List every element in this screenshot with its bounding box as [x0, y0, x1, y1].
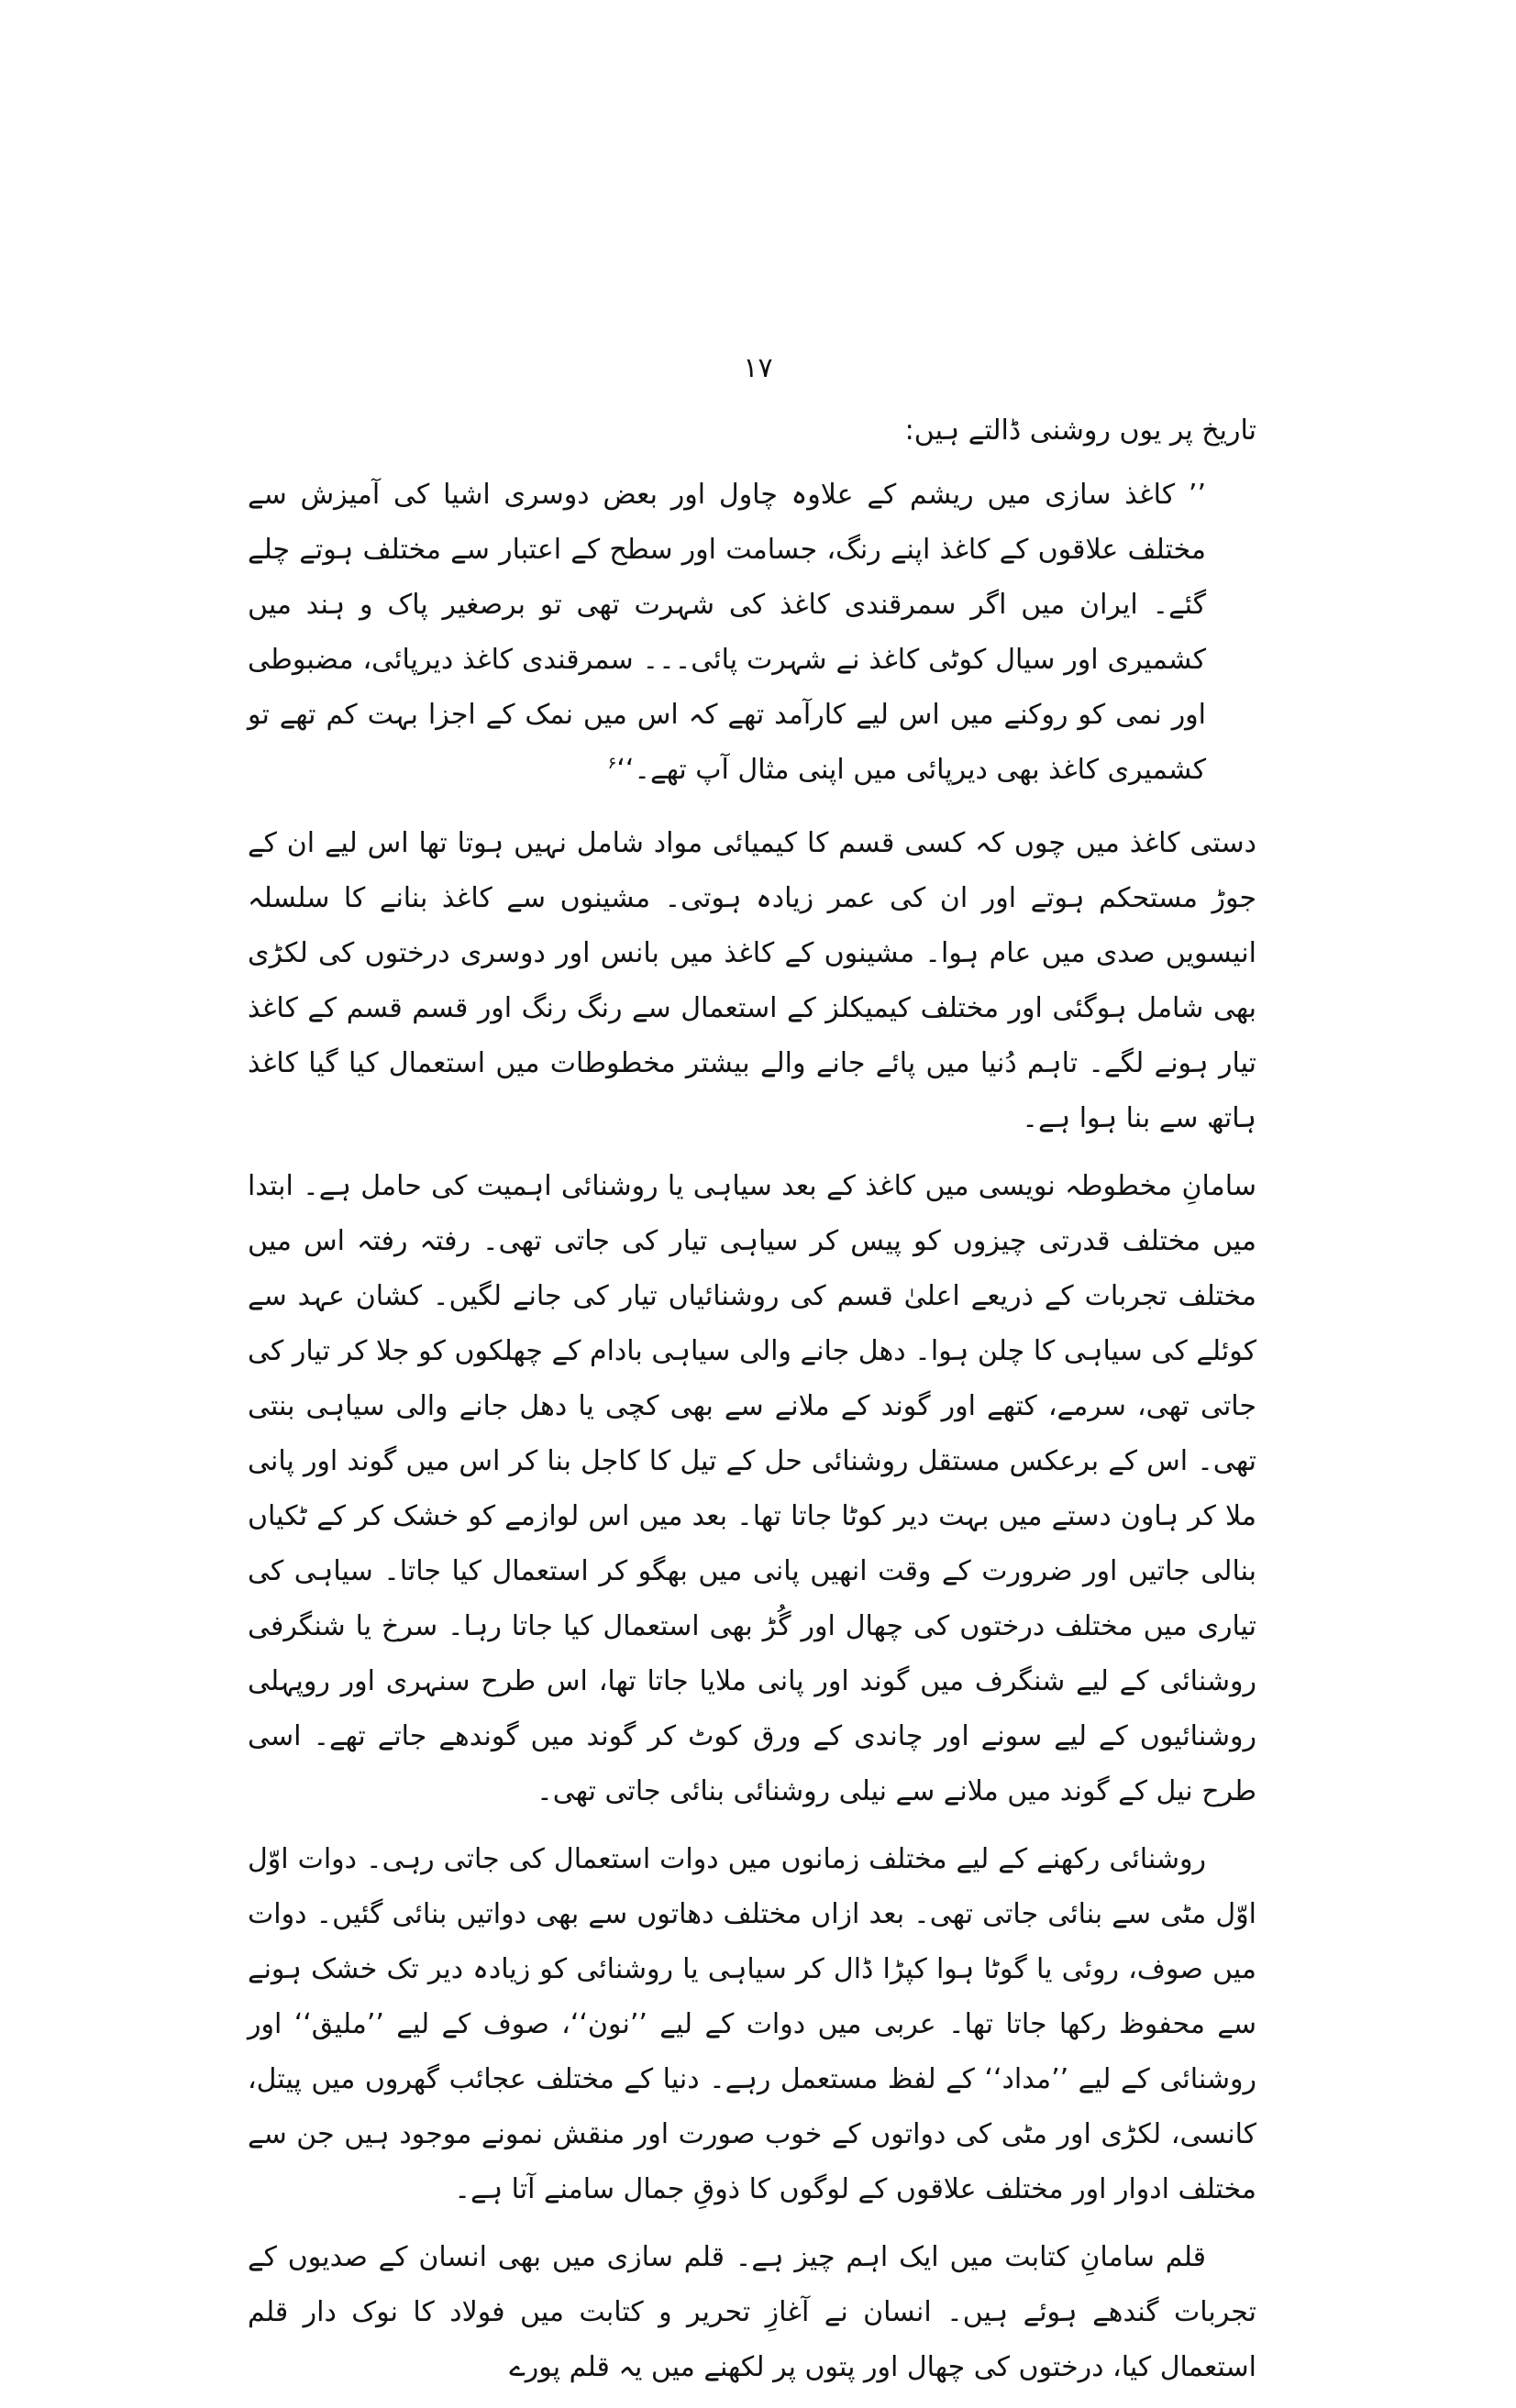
page-number: ۱۷	[743, 352, 773, 384]
block-quote-text: ’’ کاغذ سازی میں ریشم کے علاوہ چاول اور بعض دوسری اشیا کی آمیزش سے مختلف علاقوں کے کاغذ اپنے رنگ، جسامت اور سطح کے اعتبار سے مختلف ہوتے چلے گئے۔ ایران میں اگر سمرقندی کاغذ کی شہرت تھی تو برصغیر پاک و ہند میں کشمیری اور سیال کوٹی کاغذ نے شہرت پائی۔۔۔ سمرقندی کاغذ دیرپائی، مضبوطی اور نمی کو روکنے میں اس لیے کارآمد تھے کہ اس میں نمک کے اجزا بہت کم تھے تو کشمیری کاغذ بھی دیرپائی میں اپنی مثال آپ تھے۔‘‘	[248, 479, 1206, 786]
block-quote	[248, 468, 1206, 798]
paragraph-inkwell: روشنائی رکھنے کے لیے مختلف زمانوں میں دوات استعمال کی جاتی رہی۔ دوات اوّل اوّل مٹی سے بنائی جاتی تھی۔ بعد ازاں مختلف دھاتوں سے بھی دواتیں بنائی گئیں۔ دوات میں صوف، روئی یا گوٹا ہوا کپڑا ڈال کر سیاہی یا روشنائی کو زیادہ دیر تک خشک ہونے سے محفوظ رکھا جاتا تھا۔ عربی میں دوات کے لیے ’’نون‘‘، صوف کے لیے ’’ملیق‘‘ اور روشنائی کے لیے ’’مداد‘‘ کے لفظ مستعمل رہے۔ دنیا کے مختلف عجائب گھروں میں پیتل، کانسی، لکڑی اور مٹی کی دواتوں کے خوب صورت اور منقش نمونے موجود ہیں جن سے مختلف ادوار اور مختلف علاقوں کے لوگوں کا ذوقِ جمال سامنے آتا ہے۔	[248, 1843, 1256, 2205]
footnote-marker: ۶	[607, 754, 617, 773]
body-text	[248, 403, 1256, 2408]
paragraph-pen: قلم سامانِ کتابت میں ایک اہم چیز ہے۔ قلم سازی میں بھی انسان کے صدیوں کے تجربات گندھے ہوئے ہیں۔ انسان نے آغازِ تحریر و کتابت میں فولاد کا نوک دار قلم استعمال کیا، درختوں کی چھال اور پتوں پر لکھنے میں یہ قلم پورے	[248, 2241, 1256, 2383]
paragraph-ink: سامانِ مخطوطہ نویسی میں کاغذ کے بعد سیاہی یا روشنائی اہمیت کی حامل ہے۔ ابتدا میں مختلف قدرتی چیزوں کو پیس کر سیاہی تیار کی جاتی تھی۔ رفتہ رفتہ اس میں مختلف تجربات کے ذریعے اعلیٰ قسم کی روشنائیاں تیار کی جانے لگیں۔ کشان عہد سے کوئلے کی سیاہی کا چلن ہوا۔ دھل جانے والی سیاہی بادام کے چھلکوں کو جلا کر تیار کی جاتی تھی، سرمے، کتھے اور گوند کے ملانے سے بھی کچی یا دھل جانے والی سیاہی بنتی تھی۔ اس کے برعکس مستقل روشنائی حل کے تیل کا کاجل بنا کر اس میں گوند اور پانی ملا کر ہاون دستے میں بہت دیر کوٹا جاتا تھا۔ بعد میں اس لوازمے کو خشک کر کے ٹکیاں بنالی جاتیں اور ضرورت کے وقت انھیں پانی میں بھگو کر استعمال کیا جاتا۔ سیاہی کی تیاری میں مختلف درختوں کی چھال اور گُڑ بھی استعمال کیا جاتا رہا۔ سرخ یا شنگرفی روشنائی کے لیے شنگرف میں گوند اور پانی ملایا جاتا تھا، اس طرح سنہری اور روپہلی روشنائیوں کے لیے سونے اور چاندی کے ورق کوٹ کر گوند میں گوندھے جاتے تھے۔ اسی طرح نیل کے گوند میں ملانے سے نیلی روشنائی بنائی جاتی تھی۔	[248, 1170, 1256, 1807]
paragraph-handmade-paper: دستی کاغذ میں چوں کہ کسی قسم کا کیمیائی مواد شامل نہیں ہوتا تھا اس لیے ان کے جوڑ مستحکم ہوتے اور ان کی عمر زیادہ ہوتی۔ مشینوں سے کاغذ بنانے کا سلسلہ انیسویں صدی میں عام ہوا۔ مشینوں کے کاغذ میں بانس اور دوسری درختوں کی لکڑی بھی شامل ہوگئی اور مختلف کیمیکلز کے استعمال سے رنگ رنگ اور قسم قسم کے کاغذ تیار ہونے لگے۔ تاہم دُنیا میں پائے جانے والے بیشتر مخطوطات میں استعمال کیا گیا کاغذ ہاتھ سے بنا ہوا ہے۔	[248, 827, 1256, 1134]
lead-line: تاریخ پر یوں روشنی ڈالتے ہیں:	[904, 414, 1256, 447]
